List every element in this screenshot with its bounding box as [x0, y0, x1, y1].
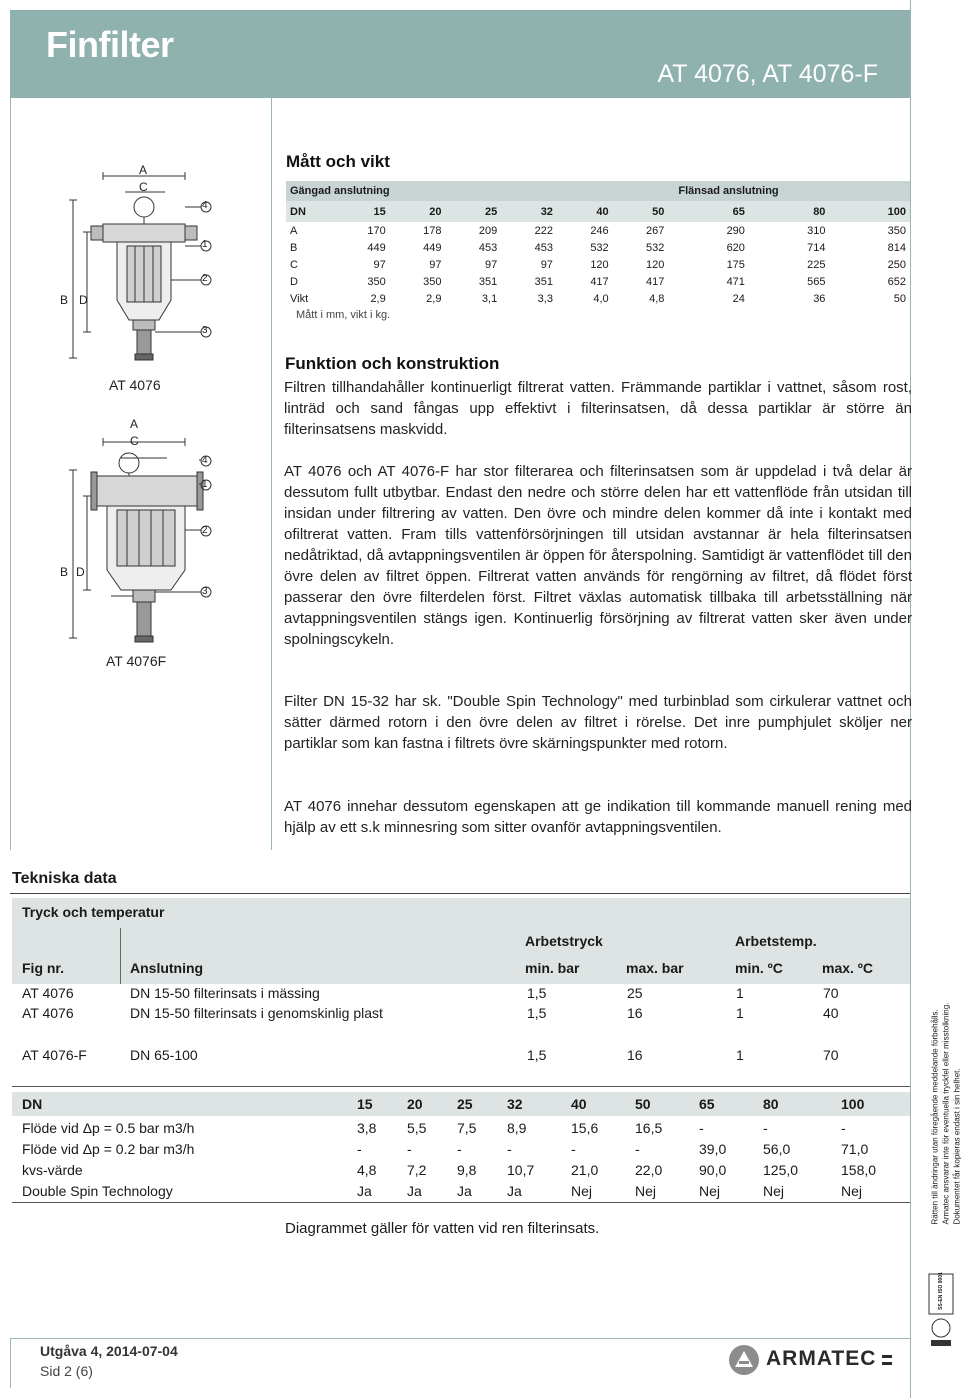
pressure-cell: 1	[736, 1005, 744, 1021]
dimensions-table	[286, 181, 910, 307]
page-header	[10, 10, 910, 98]
flow-table-bottom-rule	[12, 1202, 910, 1203]
dimension-cell: 178	[423, 224, 442, 237]
dimension-cell: 652	[887, 275, 906, 288]
dimension-cell: 350	[367, 275, 386, 288]
dimensions-group-row	[286, 181, 910, 201]
dimension-cell: 350	[423, 275, 442, 288]
edition-info: Utgåva 4, 2014-07-04	[40, 1343, 178, 1359]
callout-3-top: 3	[202, 325, 208, 336]
frame-line-footer	[10, 1338, 910, 1339]
dimension-cell: 36	[813, 292, 826, 305]
pressure-cell: 16	[627, 1005, 643, 1021]
flow-cell: -	[357, 1141, 362, 1157]
dn-cell: 25	[445, 201, 501, 222]
flow-cell: 15,6	[571, 1120, 599, 1136]
callout-2-bottom: 2	[202, 525, 208, 536]
dn-cell: 100	[829, 201, 910, 222]
pressure-cell: DN 65-100	[130, 1047, 198, 1063]
pressure-cell: DN 15-50 filterinsats i mässing	[130, 985, 320, 1001]
group-working-temp: Arbetstemp.	[735, 933, 817, 949]
flow-dn-header: 100	[841, 1096, 865, 1112]
dimensions-note: Mått i mm, vikt i kg.	[296, 309, 391, 321]
col-min-bar: min. bar	[525, 960, 580, 976]
flow-cell: Ja	[407, 1183, 422, 1199]
group-flanged: Flänsad anslutning	[668, 181, 910, 201]
flow-row-label: kvs-värde	[22, 1162, 83, 1178]
flow-cell: 56,0	[763, 1141, 791, 1157]
sidenote-line-3: Dokumentet får kopieras endast i sin helhet.	[952, 1068, 962, 1225]
dim-d-label-top: D	[79, 293, 88, 307]
dimension-row-label: D	[290, 275, 298, 288]
dn-cell: 40	[557, 201, 613, 222]
flow-dn-header: 65	[699, 1096, 715, 1112]
dimension-cell: 290	[726, 224, 745, 237]
frame-line-left	[10, 98, 11, 850]
function-paragraph-2: AT 4076 och AT 4076-F har stor filterarea och filterinsatsen som är uppdelad i två delar är dessutom fullt utbytbar. Endast den nedre och större delen har ett vattenflöde från utsidan till insidan under filtrering av vatten. Den övre och mindre delen kommer då inte i kontakt med ofiltrerat vatten. Fram tills vattenförsörjningen till utsidan avstannar är hela filterinsatsen nedåtriktad, då avtappningsventilen är öppen för återspolning. Samtidigt är vattenflödet till den övre delen av filtret öppen. Filtrerat vatten används för rengörning av filtret, då flödet först passerar den övre filterdelen först. Filtret växlas automatisk tillbaka till arbetsställning när avtappningsventilen stängs igen. Kontinuerlig försörjning av filtrerat vatten sker även under spolningscykeln.	[284, 463, 912, 648]
col-fig-nr: Fig nr.	[22, 960, 64, 976]
flow-cell: 22,0	[635, 1162, 663, 1178]
pressure-cell: 25	[627, 985, 643, 1001]
flow-cell: 8,9	[507, 1120, 527, 1136]
pressure-column-divider	[120, 928, 121, 984]
dimension-cell: 351	[478, 275, 498, 288]
dimension-cell: 246	[590, 224, 609, 237]
flow-table-top-rule	[12, 1086, 910, 1087]
pressure-cell: 1,5	[527, 1047, 547, 1063]
dimensions-dn-row	[286, 201, 910, 222]
product-codes: AT 4076, AT 4076-F	[657, 60, 878, 88]
dimension-cell: 417	[646, 275, 665, 288]
dimension-cell: 225	[807, 258, 826, 271]
dimension-cell: 4,0	[593, 292, 609, 305]
pressure-cell: 40	[823, 1005, 839, 1021]
dimension-cell: 620	[726, 241, 745, 254]
dn-cell: 20	[390, 201, 446, 222]
flow-cell: -	[763, 1120, 768, 1136]
flow-cell: Ja	[357, 1183, 372, 1199]
flow-cell: 7,2	[407, 1162, 427, 1178]
flow-dn-header: 40	[571, 1096, 587, 1112]
function-paragraph-4: AT 4076 innehar dessutom egenskapen att ge indikation till kommande manuell rening med hjälp av ett s.k minnesring som sitter ovanför avtappningsventilen.	[284, 798, 912, 836]
dimension-row	[286, 222, 910, 239]
frame-line-column	[271, 98, 272, 850]
flow-dn-header: 80	[763, 1096, 779, 1112]
function-paragraph-1: Filtren tillhandahåller kontinuerligt filtrerat vatten. Främmande partiklar i vattnet, såsom rost, linträd och sand fångas upp effektivt i filterinsatsen, då dessa partiklar är större än filterinsatsens maskvidd.	[284, 379, 912, 438]
dim-c-label-top: C	[139, 180, 148, 194]
dimension-row	[286, 239, 910, 256]
flow-cell: 125,0	[763, 1162, 799, 1178]
dimension-cell: 449	[367, 241, 386, 254]
dimension-cell: 120	[646, 258, 665, 271]
dim-a-label-top: A	[139, 163, 148, 177]
dimension-row-label: Vikt	[290, 292, 309, 305]
flow-cell: 9,8	[457, 1162, 477, 1178]
flow-cell: -	[507, 1141, 512, 1157]
flow-dn-header: 25	[457, 1096, 473, 1112]
flow-cell: 10,7	[507, 1162, 535, 1178]
pressure-cell: AT 4076	[22, 1005, 74, 1021]
flow-cell: Nej	[635, 1183, 657, 1199]
dimension-cell: 24	[732, 292, 745, 305]
dimension-cell: 97	[484, 258, 498, 271]
dimension-cell: 120	[590, 258, 609, 271]
flow-dn-header: 15	[357, 1096, 373, 1112]
figure-caption-at4076f: AT 4076F	[106, 653, 167, 669]
figure-caption-at4076: AT 4076	[109, 377, 161, 393]
frame-line-footer-left	[10, 1338, 11, 1388]
flow-cell: -	[457, 1141, 462, 1157]
pressure-cell: 70	[823, 1047, 839, 1063]
flow-cell: -	[841, 1120, 846, 1136]
callout-3-bottom: 3	[202, 586, 208, 597]
dimension-row-label: C	[290, 258, 298, 271]
col-min-temp: min. ºC	[735, 960, 783, 976]
callout-4-top: 4	[202, 200, 208, 211]
flow-dn-header: 32	[507, 1096, 523, 1112]
flow-cell: 4,8	[357, 1162, 377, 1178]
flow-cell: 3,8	[357, 1120, 377, 1136]
sidenote-line-2: Armatec ansvarar inte för eventuella tryckfel eller misstolkning.	[941, 1002, 951, 1225]
dimension-cell: 714	[807, 241, 826, 254]
dimension-cell: 2,9	[370, 292, 386, 305]
dn-cell: 65	[668, 201, 749, 222]
dn-cell: 50	[613, 201, 669, 222]
filter-drawing-at4076f	[55, 420, 235, 650]
dimension-cell: 2,9	[426, 292, 442, 305]
pressure-cell: DN 15-50 filterinsats i genomskinlig plast	[130, 1005, 383, 1021]
page-number: Sid 2 (6)	[40, 1363, 93, 1379]
flow-row-label: Flöde vid Δp = 0.5 bar m3/h	[22, 1120, 195, 1136]
dn-cell: 32	[501, 201, 557, 222]
flow-dn-header: 20	[407, 1096, 423, 1112]
dn-label: DN	[286, 201, 334, 222]
pressure-cell: AT 4076-F	[22, 1047, 87, 1063]
dimension-cell: 4,8	[649, 292, 665, 305]
callout-4-bottom: 4	[202, 455, 208, 466]
flow-cell: Ja	[457, 1183, 472, 1199]
dimension-cell: 250	[887, 258, 906, 271]
flow-cell: 90,0	[699, 1162, 727, 1178]
dimension-cell: 814	[887, 241, 906, 254]
dim-d-label-bottom: D	[76, 565, 85, 579]
pressure-cell: 70	[823, 985, 839, 1001]
pressure-cell: 1,5	[527, 985, 547, 1001]
col-connection: Anslutning	[130, 960, 204, 976]
flow-row-label: Flöde vid Δp = 0.2 bar m3/h	[22, 1141, 195, 1157]
dn-cell: 15	[334, 201, 390, 222]
pressure-cell: AT 4076	[22, 985, 74, 1001]
flow-dn-header: 50	[635, 1096, 651, 1112]
dimension-cell: 175	[726, 258, 745, 271]
pressure-cell: 1	[736, 1047, 744, 1063]
flow-cell: -	[407, 1141, 412, 1157]
flow-cell: -	[635, 1141, 640, 1157]
dimension-cell: 417	[590, 275, 609, 288]
dimension-cell: 267	[646, 224, 665, 237]
col-max-temp: max. ºC	[822, 960, 874, 976]
flow-cell: Nej	[841, 1183, 863, 1199]
flow-row-label: Double Spin Technology	[22, 1183, 173, 1199]
dimension-cell: 50	[893, 292, 906, 305]
dim-c-label-bottom: C	[130, 434, 139, 448]
flow-cell: Nej	[763, 1183, 785, 1199]
flow-cell: -	[571, 1141, 576, 1157]
page-title: Finfilter	[46, 24, 174, 65]
flow-cell: 158,0	[841, 1162, 877, 1178]
group-threaded: Gängad anslutning	[286, 181, 668, 201]
callout-1-top: 1	[202, 239, 208, 250]
dimension-cell: 209	[478, 224, 498, 237]
flow-cell: 16,5	[635, 1120, 663, 1136]
dn-cell: 80	[749, 201, 830, 222]
function-heading: Funktion och konstruktion	[285, 354, 500, 373]
dimension-cell: 97	[540, 258, 553, 271]
dim-a-label-bottom: A	[130, 417, 139, 431]
callout-1-bottom: 1	[202, 479, 208, 490]
flow-cell: Nej	[699, 1183, 721, 1199]
dimension-cell: 97	[429, 258, 442, 271]
col-max-bar: max. bar	[626, 960, 684, 976]
dimension-cell: 3,3	[537, 292, 553, 305]
dimension-cell: 170	[367, 224, 386, 237]
group-working-pressure: Arbetstryck	[525, 933, 603, 949]
dimension-row	[286, 256, 910, 273]
dimension-row-label: A	[290, 224, 298, 237]
flow-cell: Nej	[571, 1183, 593, 1199]
pressure-cell: 1,5	[527, 1005, 547, 1021]
flow-cell: 5,5	[407, 1120, 427, 1136]
dimensions-heading: Mått och vikt	[286, 152, 390, 171]
dimension-cell: 532	[590, 241, 609, 254]
flow-cell: 7,5	[457, 1120, 477, 1136]
flow-cell: 39,0	[699, 1141, 727, 1157]
dimension-cell: 310	[807, 224, 826, 237]
certification-text: SS-EN ISO 9001	[938, 1272, 944, 1310]
dimension-cell: 351	[534, 275, 553, 288]
flow-cell: 71,0	[841, 1141, 869, 1157]
flow-note: Diagrammet gäller för vatten vid ren filterinsats.	[285, 1220, 600, 1237]
pressure-cell: 16	[627, 1047, 643, 1063]
tech-data-rule	[10, 893, 910, 894]
dim-b-label-top: B	[60, 293, 69, 307]
dimension-cell: 97	[373, 258, 386, 271]
dimension-cell: 532	[646, 241, 665, 254]
flow-cell: 21,0	[571, 1162, 599, 1178]
dimension-cell: 453	[478, 241, 498, 254]
brand-name: ARMATEC	[766, 1347, 877, 1370]
callout-2-top: 2	[202, 273, 208, 284]
tech-data-title: Tekniska data	[12, 870, 117, 887]
legal-sidenote	[922, 1002, 962, 1230]
dimension-row	[286, 290, 910, 307]
dimension-cell: 3,1	[481, 292, 498, 305]
dim-b-label-bottom: B	[60, 565, 69, 579]
flow-cell: -	[699, 1120, 704, 1136]
dimension-row	[286, 273, 910, 290]
dimension-cell: 565	[807, 275, 826, 288]
flow-dn-label: DN	[22, 1096, 43, 1112]
function-paragraph-3: Filter DN 15-32 har sk. "Double Spin Technology" med turbinblad som cirkulerar vattnet och sätter därmed rotorn i den övre delen av filtret i rörelse. Det inre pumphjulet sköljer ner partiklar som kan fastna i filtrets övre skärningspunkter med rotorn.	[284, 693, 912, 752]
dimension-cell: 350	[887, 224, 906, 237]
sidenote-line-1: Rätten till ändringar utan föregående meddelande förbehålls.	[930, 1009, 940, 1225]
dimension-cell: 222	[534, 224, 553, 237]
pressure-title: Tryck och temperatur	[22, 904, 165, 920]
dimension-cell: 453	[534, 241, 553, 254]
dimension-row-label: B	[290, 241, 298, 254]
flow-cell: Ja	[507, 1183, 522, 1199]
pressure-cell: 1	[736, 985, 744, 1001]
dimension-cell: 449	[423, 241, 442, 254]
dimension-cell: 471	[726, 275, 745, 288]
